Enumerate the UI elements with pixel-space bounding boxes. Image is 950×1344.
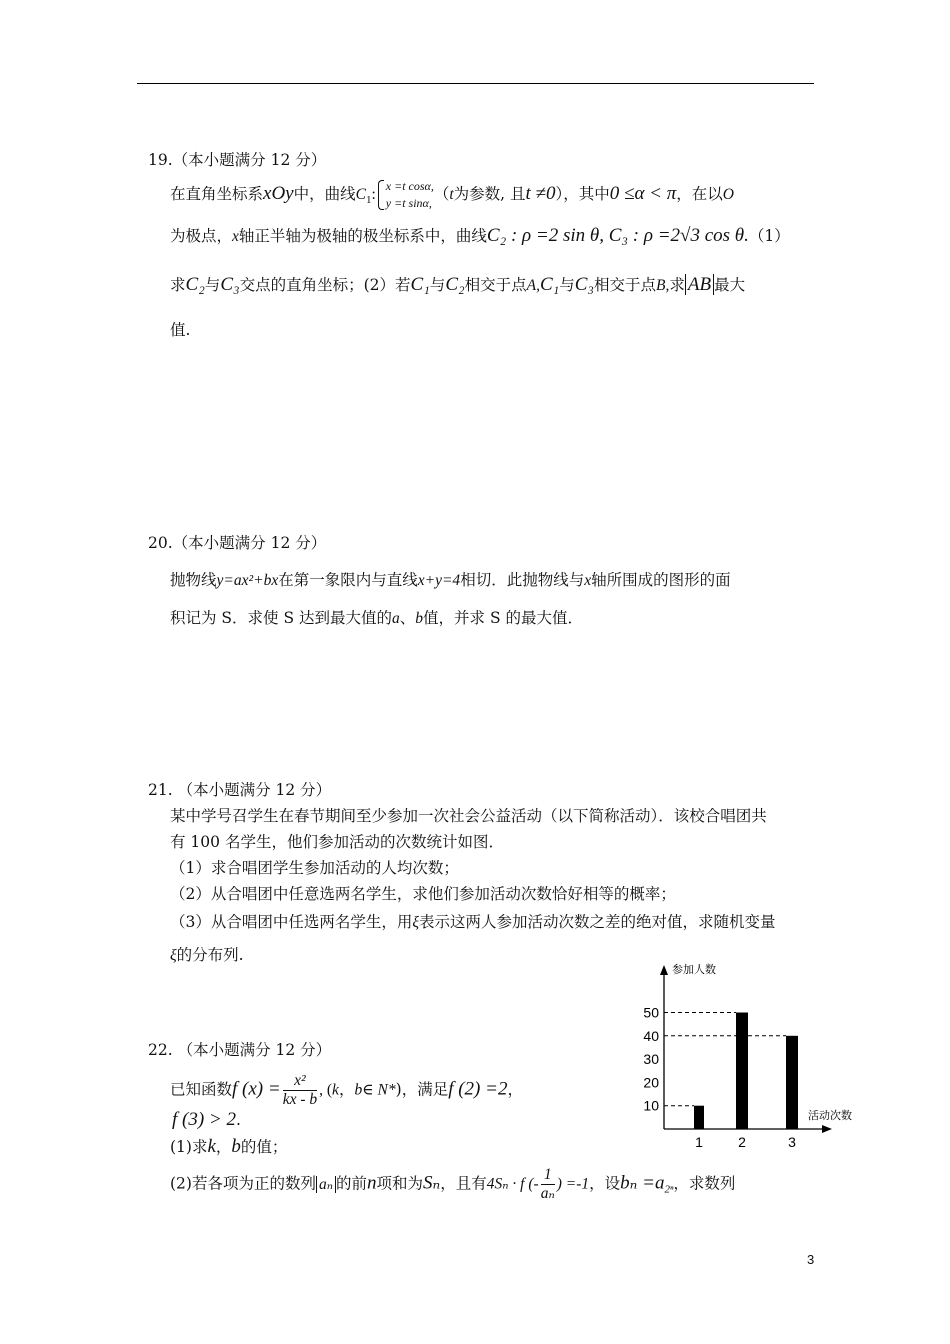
q22-line-4: (2)若各项为正的数列 aₙ 的前n项和为Sₙ，且有4Sₙ · f (- $\frac{1}{\text{aₙ}}$ ) =-1，设$b_n =a_{2^n}$，求数列 <box>170 1166 736 1202</box>
bar <box>694 1106 704 1129</box>
q20-heading: 20.（本小题满分 12 分） <box>148 534 327 552</box>
y-axis-label: 参加人数 <box>672 964 716 976</box>
y-tick-label: 20 <box>643 1074 659 1091</box>
q21-line-4: （2）从合唱团中任意选两名学生，求他们参加活动次数恰好相等的概率； <box>170 885 676 903</box>
fraction-1-over-an: $\frac{1}{\text{aₙ}}$ <box>540 1166 555 1202</box>
q21-line-5: （3）从合唱团中任选两名学生，用ξ表示这两人参加活动次数之差的绝对值，求随机变量 <box>170 913 776 931</box>
q21-line-2: 有 100 名学生，他们参加活动的次数统计如图． <box>170 833 504 851</box>
q20-line-2: 积记为 S．求使 S 达到最大值的a、b值，并求 S 的最大值． <box>170 609 584 627</box>
y-axis-arrow <box>660 965 668 975</box>
q19-line-4: 值. <box>170 321 191 339</box>
q22-heading: 22. （本小题满分 12 分） <box>148 1041 332 1059</box>
piecewise-c1: x =t cosα, y =t sinα, <box>376 178 434 212</box>
y-tick-label: 50 <box>643 1004 659 1021</box>
activity-bar-chart <box>620 955 860 1155</box>
q21-line-1: 某中学号召学生在春节期间至少参加一次社会公益活动（以下简称活动）．该校合唱团共 <box>170 807 767 825</box>
q22-line-3: (1)求k，b的值； <box>170 1136 288 1157</box>
q22-line-2: f (3) > 2. <box>172 1109 241 1130</box>
x-axis-label: 活动次数 <box>808 1110 852 1122</box>
page-number: 3 <box>807 1252 815 1267</box>
q21-heading: 21. （本小题满分 12 分） <box>148 781 332 799</box>
q20-line-1: 抛物线y=ax²+bx在第一象限内与直线x+y=4相切．此抛物线与x轴所围成的图形的面 <box>170 571 731 589</box>
y-tick-label: 10 <box>643 1097 659 1114</box>
q19-line-3: 求C₂与C₃交点的直角坐标；(2）若C₁与C₂相交于点A,C₁与C₃相交于点B,求 AB 最大 <box>170 274 746 295</box>
q21-line-6: ξ的分布列. <box>170 946 244 964</box>
x-axis-arrow <box>822 1125 832 1133</box>
q22-line-1: 已知函数f (x) = $\frac{\text{x²}}{kx - b}$ , (k，b∈ N*)，满足f (2) =2， <box>170 1072 523 1108</box>
header-rule <box>137 83 814 84</box>
q19-heading: 19.（本小题满分 12 分） <box>148 151 327 169</box>
y-tick-label: 30 <box>643 1051 659 1068</box>
x-tick-label: 1 <box>695 1134 703 1150</box>
q21-line-3: （1）求合唱团学生参加活动的人均次数； <box>170 859 459 877</box>
x-tick-label: 3 <box>788 1134 796 1150</box>
bar <box>786 1036 798 1129</box>
q19-line-2: 为极点，x轴正半轴为极轴的极坐标系中，曲线C₂ : ρ =2 sin θ, C₃ : ρ =2√3 cos θ.（1） <box>170 225 790 246</box>
fraction-f: $\frac{\text{x²}}{kx - b}$ <box>282 1072 318 1108</box>
y-tick-label: 40 <box>643 1027 659 1044</box>
bar <box>736 1013 748 1130</box>
x-tick-label: 2 <box>738 1134 746 1150</box>
q19-line-1: 在直角坐标系xOy中，曲线$C_1$: x =t cosα, y =t sinα, （t为参数, 且t ≠0），其中0 ≤α < π，在以O <box>170 179 734 210</box>
